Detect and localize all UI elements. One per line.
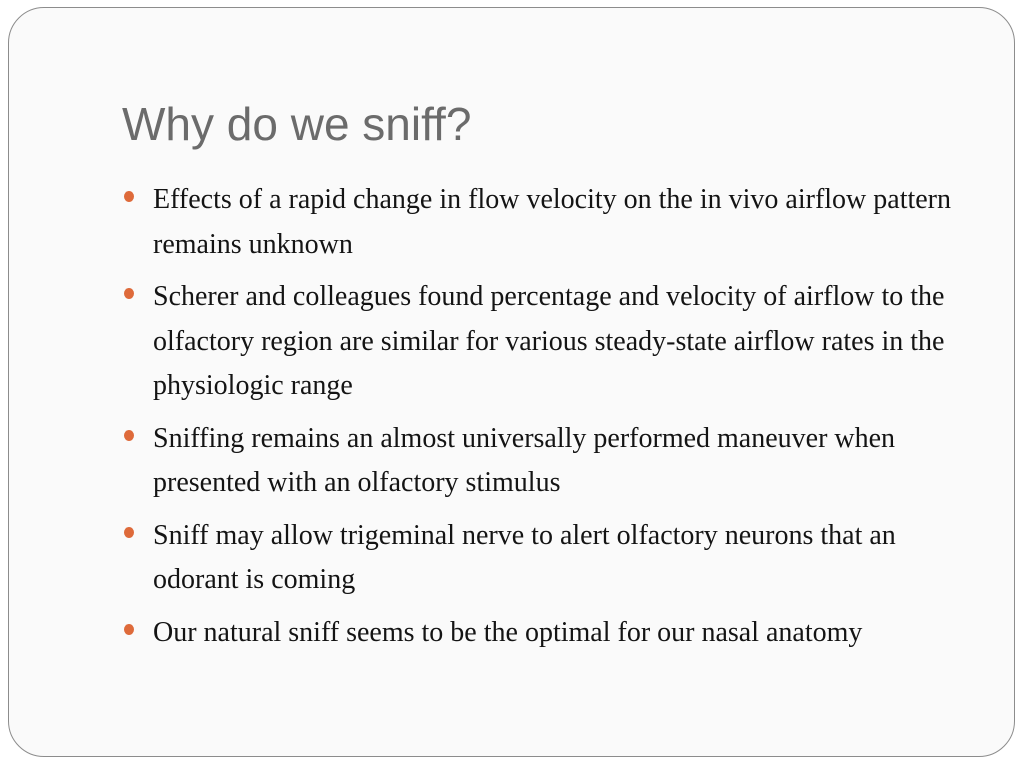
slide-title: Why do we sniff?	[122, 98, 472, 150]
bullet-text: Sniffing remains an almost universally performed maneuver when presented with an olfactory stimulus	[153, 422, 896, 498]
bullet-dot-icon	[124, 288, 134, 299]
slide-frame	[8, 7, 1015, 757]
bullet-item	[122, 275, 972, 409]
bullet-dot-icon	[124, 430, 134, 441]
bullet-dot-icon	[124, 191, 134, 202]
bullet-item	[122, 178, 972, 267]
bullet-text: Scherer and colleagues found percentage and velocity of airflow to the olfactory region are similar for various steady-state airflow rates in the physiologic range	[153, 281, 945, 401]
bullet-dot-icon	[124, 527, 134, 538]
bullet-list	[122, 178, 972, 663]
bullet-text: Our natural sniff seems to be the optimal for our nasal anatomy	[153, 616, 863, 648]
bullet-item	[122, 417, 972, 506]
bullet-item	[122, 514, 972, 603]
bullet-text: Effects of a rapid change in flow velocity on the in vivo airflow pattern remains unknown	[153, 184, 951, 260]
bullet-text: Sniff may allow trigeminal nerve to alert olfactory neurons that an odorant is coming	[153, 519, 896, 595]
bullet-dot-icon	[124, 624, 134, 635]
bullet-item	[122, 611, 972, 656]
